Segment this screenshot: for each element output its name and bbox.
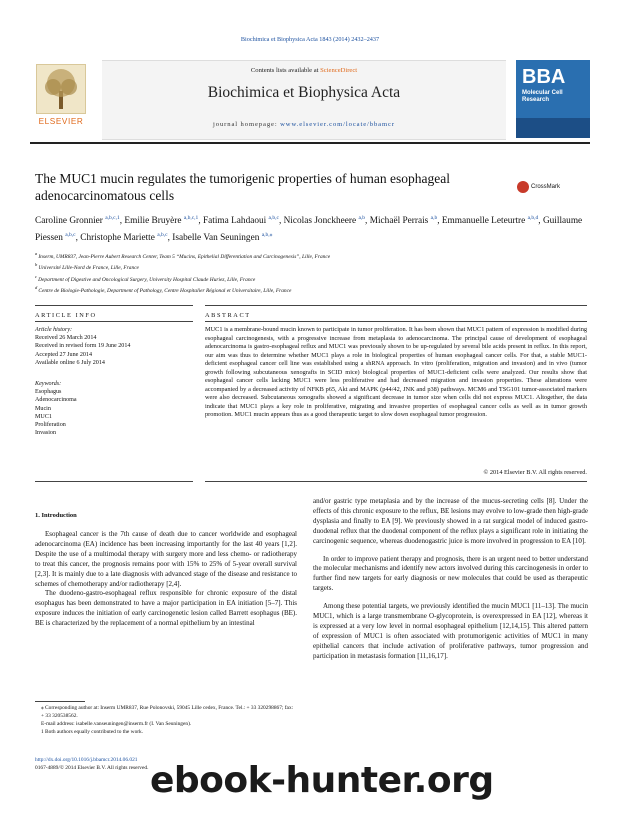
author-affiliation-mark[interactable]: a,b,c,1: [183, 215, 199, 221]
affiliation-mark: a: [35, 251, 39, 256]
crossmark-icon: [517, 181, 529, 193]
homepage-prefix: journal homepage:: [213, 121, 281, 128]
history-item: Received 26 March 2014: [35, 335, 97, 342]
divider: [35, 305, 193, 306]
right-column: [313, 497, 588, 662]
affiliation-text: Centre de Biologie-Pathologie, Department of Pathology, Centre Hospitalier Régional et Universitaire, Lille, France: [38, 287, 292, 294]
publisher-name: ELSEVIER: [38, 117, 84, 126]
author-name: Michaël Perrais $^{a,b}$: [369, 215, 438, 227]
journal-cover: [516, 60, 590, 138]
body-paragraph: In order to improve patient therapy and prognosis, there is an urgent need to better understand the molecular mechanisms and identify new actors involved during this carcinogenesis in order to further find new targets for early diagnosis or new molecules that could be used as therapeutic targets.: [313, 554, 588, 593]
author-affiliation-mark[interactable]: a,b: [430, 215, 438, 221]
footnote[interactable]: E-mail address: isabelle.vanseuningen@inserm.fr (I. Van Seuningen).: [41, 721, 192, 727]
journal-reference[interactable]: Biochimica et Biophysica Acta 1843 (2014) 2432–2437: [240, 36, 380, 43]
crossmark-badge[interactable]: [517, 178, 587, 192]
abstract-heading: ABSTRACT: [205, 312, 251, 319]
affiliation-mark: b: [35, 262, 39, 268]
keyword: Mucin: [35, 405, 51, 412]
cover-title: BBA: [522, 66, 566, 88]
author-affiliation-mark[interactable]: a,b,c,1: [105, 215, 120, 221]
cover-subtitle: Molecular Cell Research: [522, 90, 563, 103]
abstract-text: MUC1 is a membrane-bound mucin known to participate in tumor proliferation. It has been shown that MUC1 pattern of expression is modified during esophageal carcinogenesis, with a progressive increase from metaplasia to adenocarcinoma. The principal cause of development of esophageal adenocarcinoma is gastro-esophageal reflux and MUC1 was previously shown to be up-regulated by several bile acids present in reflux. In this report, our aim was thus to determine whether MUC1 plays a role in biological properties of human esophageal cancer cells. For that, a stable MUC1-deficient esophageal cancer cell line was established using a shRNA approach. In vitro (proliferation, migration and invasion) and in vivo (tumor growth following subcutaneous xenografts in SCID mice) biological properties of MUC1-deficient cells were analyzed. Our results show that esophageal cancer cells lacking MUC1 were less proliferative and had decreased migration and invasion properties. These alterations were accompanied by a decreased activity of NFKB p65, Akt and MAPK (p44/42, JNK and p38) pathways. MCM6 and TSG101 tumor-associated markers were also decreased. Subcutaneous xenografts showed a significant decrease in tumor size when cells did not express MUC1. Altogether, the data indicate that MUC1 plays a key role in proliferative, migrating and invasive properties of esophageal cancer cells as well as in tumor growth promotion. MUC1 mucin appears thus as a good therapeutic target to slow down esophageal tumor progression.: [205, 326, 587, 419]
author-name: Fatima Lahdaoui $^{a,b,c}$: [202, 215, 279, 227]
author-name: Caroline Gronnier $^{a,b,c,1}$: [35, 215, 120, 227]
issn-line: 0167-4889/© 2014 Elsevier B.V. All rights reserved.: [35, 765, 149, 771]
keyword: Proliferation: [35, 422, 66, 429]
divider: [35, 321, 193, 322]
body-paragraph: The duodeno-gastro-esophageal reflux responsible for chronic exposure of the distal esophagus has been demonstrated to have a major participation in EA initiation [5–7]. This exposure induces the initiation of early carcinogenetic lesion called Barrett esophagus (BE). BE is characterized by the replacement of a normal epithelium by an intestinal: [35, 589, 297, 628]
keyword: Adenocarcinoma: [35, 397, 77, 404]
affiliation: [35, 261, 587, 272]
cover-strip: [516, 118, 590, 138]
history-item: Available online 6 July 2014: [35, 359, 105, 366]
divider: [205, 481, 587, 482]
homepage-link[interactable]: www.elsevier.com/locate/bbamcr: [280, 121, 395, 128]
body-paragraph: Esophageal cancer is the 7th cause of death due to cancer worldwide and esophageal adenocarcinoma (EA) incidence has been increasing importantly for the last 40 years [1,2]. Despite the use of a multimodal therapy with surgery more and less chemo- or radiotherapy to treat this cancer, the prognosis remains poor with 15% to 25% of 5-year overall survival [2,3]. It is mainly due to a late diagnosis with advanced stage of the disease and resistance to schemes of chemotherapy and/or radiotherapy [2,4].: [35, 530, 297, 588]
footnotes: [35, 704, 297, 736]
footnote-rule: [35, 701, 85, 702]
author-list: Caroline Gronnier $^{a,b,c,1}$, Emilie Bruyère $^{a,b,c,1}$, Fatima Lahdaoui $^{a,b,c}$, Nicolas Jonckheere $^{a,b}$, Michaël Perrais $^{a,b}$, Emmanuelle Leteurtre $^{a,b,d}$, Guillaume Piessen $^{a,b,c}$, Christophe Mariette $^{a,b,c}$, Isabelle Van Seuningen $^{a,b,⁎}$: [35, 215, 583, 243]
crossmark-label: CrossMark: [531, 184, 561, 191]
affiliation-list: [35, 250, 587, 296]
affiliation: [35, 250, 587, 261]
tree-icon: [36, 64, 86, 114]
divider: [35, 481, 193, 482]
footnote: ⁎ Corresponding author at: Inserm UMR837, Rue Polonovski, 59045 Lille cedex, France. Tel.: + 33 320298867; fax: + 33 320538562.: [41, 705, 294, 719]
contents-line: [102, 67, 506, 74]
divider: [205, 321, 587, 322]
history-label: Article history:: [35, 327, 73, 333]
journal-banner: [102, 60, 506, 140]
affiliation-mark: d: [35, 285, 39, 291]
affiliation-text: Université Lille-Nord de France, Lille, France: [38, 265, 139, 272]
history-item: Received in revised form 19 June 2014: [35, 343, 131, 350]
keyword: MUC1: [35, 413, 52, 420]
article-history: [35, 326, 195, 367]
author-name: Isabelle Van Seuningen $^{a,b,⁎}$: [172, 231, 273, 243]
affiliation: [35, 284, 587, 295]
sciencedirect-link[interactable]: ScienceDirect: [320, 67, 358, 74]
divider: [205, 305, 587, 306]
doi-link[interactable]: http://dx.doi.org/10.1016/j.bbamcr.2014.06.021: [35, 757, 138, 763]
author-name: Nicolas Jonckheere $^{a,b}$: [283, 215, 366, 227]
keyword: Esophagus: [35, 389, 62, 396]
author-affiliation-mark[interactable]: a,b,c: [157, 231, 168, 238]
left-column: [35, 530, 297, 629]
footnote: 1 Both authors equally contributed to the work.: [41, 729, 144, 735]
watermark: ebook-hunter.org: [150, 760, 494, 801]
author-affiliation-mark[interactable]: a,b: [358, 215, 366, 221]
abstract-copyright: © 2014 Elsevier B.V. All rights reserved.: [483, 469, 587, 476]
history-item: Accepted 27 June 2014: [35, 351, 93, 358]
keywords: [35, 380, 195, 437]
keyword: Invasion: [35, 430, 56, 437]
affiliation: [35, 273, 587, 284]
affiliation-text: Department of Digestive and Oncological Surgery, University Hospital Claude Huriez, Lille, France: [38, 276, 256, 283]
homepage-line: [102, 121, 506, 128]
journal-title: Biochimica et Biophysica Acta: [207, 84, 401, 101]
section-heading: 1. Introduction: [35, 512, 77, 519]
header-rule: [30, 142, 590, 144]
body-paragraph: and/or gastric type metaplasia and by the increase of the mucus-secreting cells [8]. Under the effects of this chronic exposure to the reflux, BE lesions may evolve to low-grade then high-grade dysplasia and finally to EA [9]. We previously showed in a rat surgical model of induced gastro-duodenal reflux that the duodenal component of the reflux plays a significant role in initiating the carcinogenic sequence, whereas duodenogastric juice is more involved in progression to EA [10].: [313, 497, 588, 545]
journal-header: [30, 60, 590, 138]
author-name: Christophe Mariette $^{a,b,c}$: [80, 231, 168, 243]
article-info-heading: ARTICLE INFO: [35, 312, 97, 319]
author-name: Guillaume Piessen $^{a,b,c}$: [35, 216, 583, 243]
keywords-label: Keywords:: [35, 381, 62, 387]
elsevier-logo: [30, 64, 92, 132]
author-affiliation-mark[interactable]: a,b,⁎: [261, 231, 273, 238]
article-title: The MUC1 mucin regulates the tumorigenic properties of human esophageal adenocarcinomatous cells: [35, 171, 451, 203]
author-affiliation-mark[interactable]: a,b,d: [527, 215, 539, 221]
author-name: Emmanuelle Leteurtre $^{a,b,d}$: [441, 215, 539, 227]
body-paragraph: Among these potential targets, we previously identified the mucin MUC1 [11–13]. The mucin MUC1, which is a large transmembrane O-glycoprotein, is overexpressed in EA [12], whereas it is expressed at a very low level in normal esophageal epithelium [12,14,15]. This altered pattern of expression of MUC1 is often associated with protumorigenic activities of MUC1 in many epithelial cancers that include activation of proliferative pathways, tumor progression and participation in metastasis formation [11,16,17].: [313, 602, 588, 660]
affiliation-text: Inserm, UMR837, Jean-Pierre Aubert Research Center, Team 5 “Mucins, Epithelial Differentiation and Carcinogenesis”, Lille, France: [38, 253, 331, 260]
author-affiliation-mark[interactable]: a,b,c: [268, 215, 279, 221]
affiliation-mark: c: [35, 273, 39, 279]
author-name: Emilie Bruyère $^{a,b,c,1}$: [124, 215, 199, 227]
contents-prefix: Contents lists available at: [250, 67, 321, 74]
author-affiliation-mark[interactable]: a,b,c: [65, 231, 76, 238]
